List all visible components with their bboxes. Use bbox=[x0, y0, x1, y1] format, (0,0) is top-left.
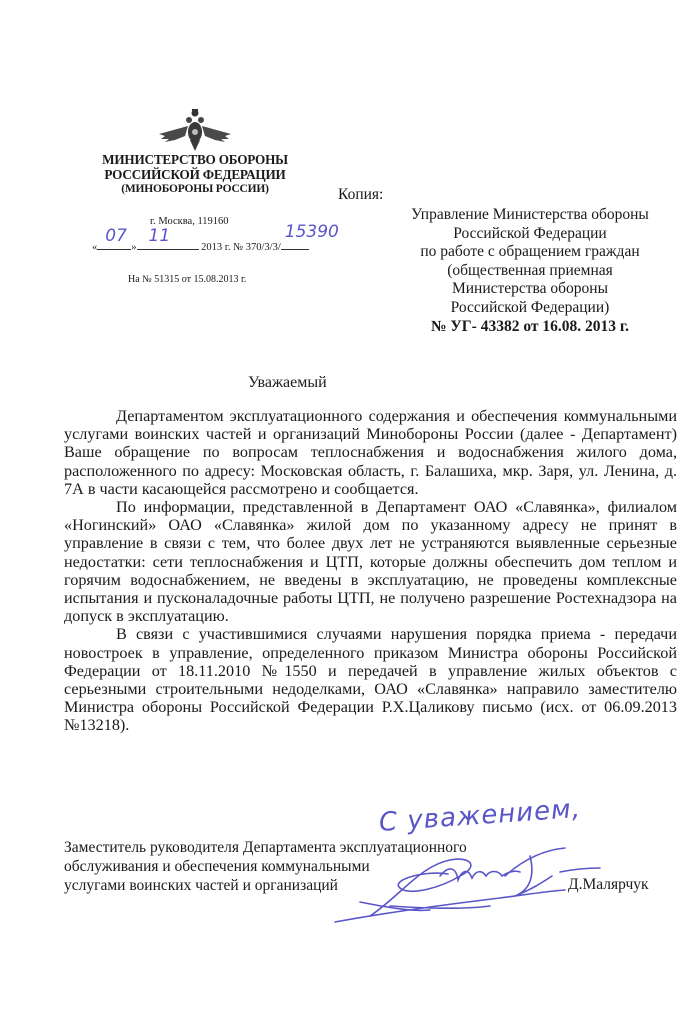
paragraph: По информации, представленной в Департамент ОАО «Славянка», филиалом «Ногинский» ОАО «Славянка» жилой дом по указанному адресу не принят в управление в связи с тем, что более двух лет не устраняются выявленные серьезные недостатки: сети теплоснабжения и ЦТП, которые должны обеспечить дом теплом и горячим водоснабжением, не введены в эксплуатацию, не проведены комплексные испытания и пусконаладочные работы ЦТП, не получено разрешение Ростехнадзора на допуск в эксплуатацию. bbox=[64, 498, 677, 626]
org-name-line1: МИНИСТЕРСТВО ОБОРОНЫ bbox=[102, 152, 288, 167]
addressee-line: Управление Министерства обороны bbox=[411, 206, 649, 223]
registration-line bbox=[92, 222, 339, 253]
double-headed-eagle-emblem-icon bbox=[155, 108, 235, 152]
day-field bbox=[97, 226, 131, 250]
case-number: № УГ- 43382 от 16.08. 2013 г. bbox=[430, 317, 630, 335]
greeting-text: С уважением, bbox=[378, 793, 582, 838]
signer-name: Д.Малярчук bbox=[568, 876, 649, 893]
addressee-line: Российской Федерации) bbox=[450, 298, 610, 316]
month-field bbox=[137, 226, 199, 250]
position-line: услугами воинских частей и организаций bbox=[64, 877, 338, 894]
paragraph: Департаментом эксплуатационного содержания и обеспечения коммунальными услугами воинских частей и организаций Минобороны России (далее - Департамент) Ваше обращение по вопросам теплоснабжения и водоснабжения жилого дома, расположенного по адресу: Московская область, г. Балашиха, мкр. Заря, ул. Ленина, д. 7А в части касающейся рассмотрено и сообщается. bbox=[64, 407, 677, 498]
day-handwritten: 07 bbox=[105, 226, 127, 246]
org-name-line2: РОССИЙСКОЙ ФЕДЕРАЦИИ bbox=[104, 167, 286, 182]
position-line: Заместитель руководителя Департамента эксплуатационного bbox=[64, 839, 467, 856]
month-handwritten: 11 bbox=[148, 226, 171, 246]
quote-open: « bbox=[92, 242, 98, 253]
addressee-line: (общественная приемная bbox=[447, 261, 613, 279]
reg-number-handwritten: 15390 bbox=[284, 222, 339, 242]
quote-close: » bbox=[131, 242, 137, 253]
letter-body bbox=[64, 407, 677, 735]
position-line: обслуживания и обеспечения коммунальными bbox=[64, 858, 370, 875]
ministry-name bbox=[70, 152, 320, 197]
addressee-line: Российской Федерации bbox=[453, 224, 607, 242]
paragraph: В связи с участившимися случаями нарушения порядка приема - передачи новостроек в управление, определенного приказом Министра обороны Российской Федерации от 18.11.2010 №1550 и передачей в управление жилых объектов с серьезными строительными недоделками, ОАО «Славянка» направило заместителю Министра обороны Российской Федерации Р.Х.Цаликову письмо (исх. от 06.09.2013 №13218). bbox=[64, 625, 677, 735]
reg-number-field bbox=[281, 222, 339, 250]
copy-addressee bbox=[380, 206, 680, 336]
addressee-line: Министерства обороны bbox=[451, 280, 609, 298]
salutation: Уважаемый bbox=[248, 374, 327, 391]
city-postal: г. Москва, 119160 bbox=[150, 216, 229, 227]
copy-label: Копия: bbox=[338, 186, 384, 203]
reference-number: На № 51315 от 15.08.2013 г. bbox=[128, 274, 247, 285]
year-and-number: 2013 г. № 370/3/3/ bbox=[201, 242, 281, 253]
addressee-line: по работе с обращением граждан bbox=[420, 243, 640, 261]
org-short-name: (МИНОБОРОНЫ РОССИИ) bbox=[121, 183, 269, 195]
